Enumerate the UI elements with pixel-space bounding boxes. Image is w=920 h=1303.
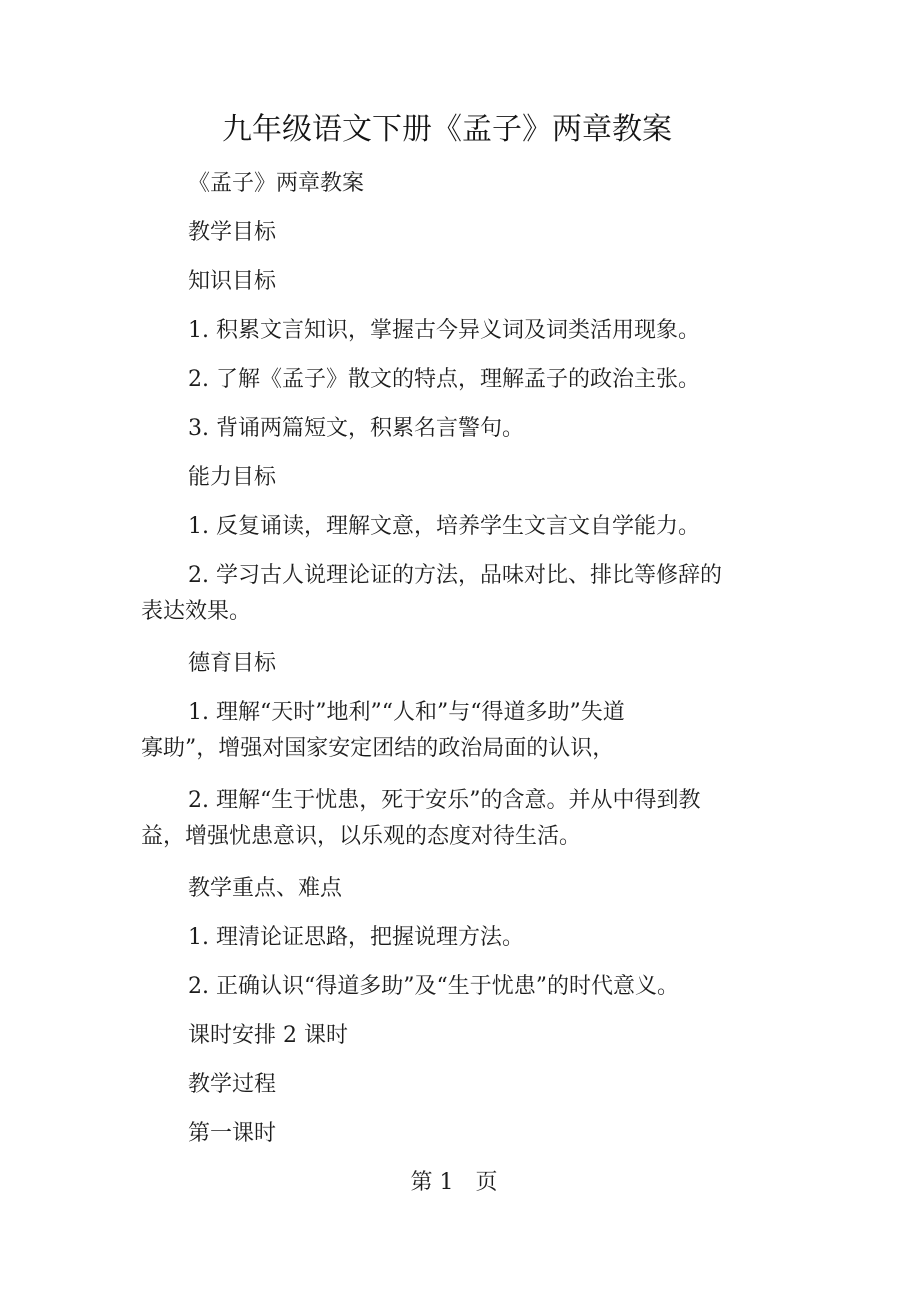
text-line: 教学过程 bbox=[188, 1072, 277, 1097]
text-line: 寡助”，增强对国家安定团结的政治局面的认识， bbox=[141, 736, 615, 761]
text-line: 2. 了解《孟子》散文的特点，理解孟子的政治主张。 bbox=[188, 367, 700, 392]
text-line: 德育目标 bbox=[188, 651, 277, 676]
text-line: 3. 背诵两篇短文，积累名言警句。 bbox=[188, 416, 524, 441]
text-line: 教学目标 bbox=[188, 220, 277, 245]
text-line: 2. 正确认识“得道多助”及“生于忧患”的时代意义。 bbox=[188, 974, 679, 999]
text-line: 益，增强忧患意识，以乐观的态度对待生活。 bbox=[141, 824, 582, 849]
page-number: 第 1 页 bbox=[410, 1170, 498, 1195]
text-line: 1. 理清论证思路，把握说理方法。 bbox=[188, 925, 524, 950]
document-body bbox=[141, 166, 783, 1152]
text-line: 能力目标 bbox=[188, 465, 277, 490]
text-line: 1. 理解“天时”地利”“人和”与“得道多助”失道 bbox=[188, 700, 625, 725]
text-line: 1. 积累文言知识，掌握古今异义词及词类活用现象。 bbox=[188, 318, 700, 343]
text-line: 表达效果。 bbox=[141, 599, 252, 624]
text-line: 2. 理解“生于忧患，死于安乐”的含意。并从中得到教 bbox=[188, 788, 701, 813]
text-line: 第一课时 bbox=[188, 1121, 277, 1146]
text-line: 2. 学习古人说理论证的方法，品味对比、排比等修辞的 bbox=[188, 563, 722, 588]
text-line: 课时安排 2 课时 bbox=[188, 1023, 348, 1048]
text-line: 《孟子》两章教案 bbox=[188, 171, 365, 196]
document-content bbox=[141, 0, 783, 1201]
text-line: 教学重点、难点 bbox=[188, 876, 343, 901]
document-title: 九年级语文下册《孟子》两章教案 bbox=[222, 112, 672, 147]
text-line: 知识目标 bbox=[188, 269, 277, 294]
text-line: 1. 反复诵读，理解文意，培养学生文言文自学能力。 bbox=[188, 514, 700, 539]
